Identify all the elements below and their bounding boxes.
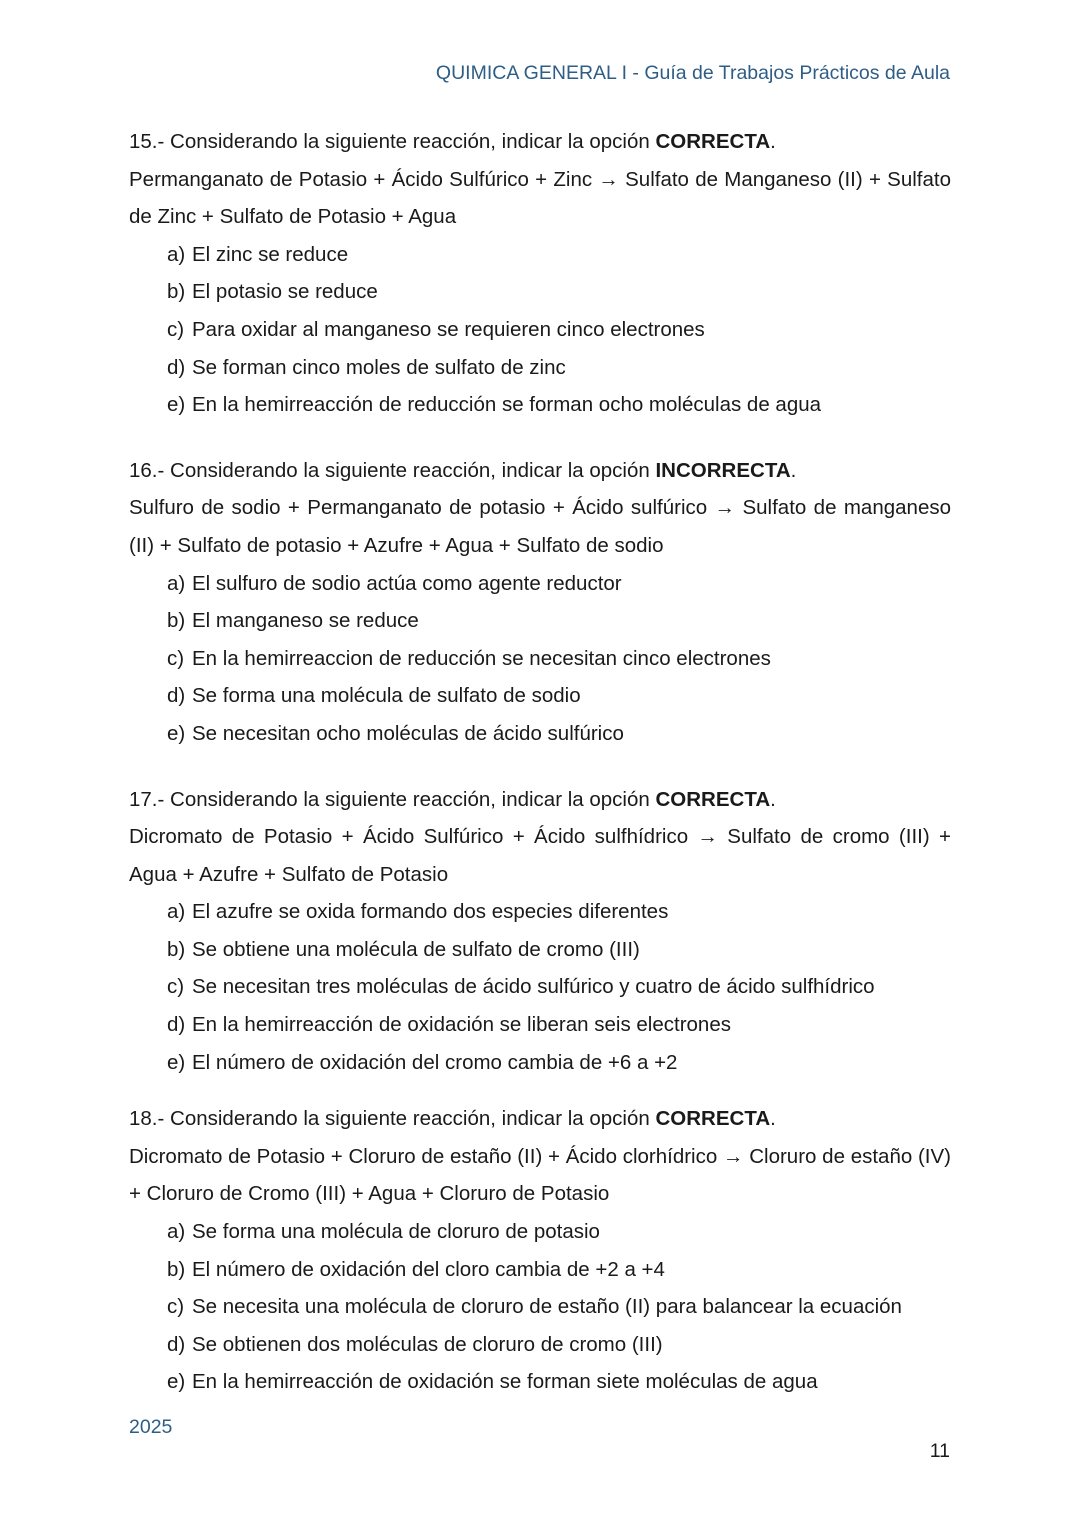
- option-d: [167, 1006, 951, 1044]
- option-letter: c): [167, 317, 185, 341]
- stem-period: .: [770, 787, 776, 811]
- option-text: El número de oxidación del cromo cambia de +6 a +2: [192, 1050, 678, 1074]
- option-text: El azufre se oxida formando dos especies diferentes: [192, 900, 669, 924]
- option-d: [167, 349, 951, 387]
- option-letter: e): [167, 1050, 186, 1074]
- option-c: [167, 640, 951, 678]
- option-text: El número de oxidación del cloro cambia de +2 a +4: [192, 1257, 665, 1281]
- option-letter: d): [167, 1332, 186, 1356]
- option-letter: c): [167, 975, 185, 999]
- stem-period: .: [790, 458, 797, 482]
- options-list: [129, 893, 951, 1081]
- reaction-equation: Dicromato de Potasio + Cloruro de estaño (II) + Ácido clorhídrico → Cloruro de estaño (IV) + Cloruro de Cromo (III) + Agua + Cloruro de Potasio: [129, 1144, 951, 1206]
- option-e: [167, 715, 951, 753]
- question-16: [129, 452, 951, 753]
- option-b: [167, 1251, 951, 1289]
- option-a: [167, 1213, 951, 1251]
- option-letter: e): [167, 721, 186, 745]
- option-letter: d): [167, 1013, 186, 1037]
- option-letter: e): [167, 393, 186, 417]
- option-b: [167, 273, 951, 311]
- option-text: Se necesita una molécula de cloruro de estaño (II) para balancear la ecuación: [192, 1295, 902, 1319]
- option-text: En la hemirreaccion de reducción se necesitan cinco electrones: [192, 646, 771, 670]
- option-letter: e): [167, 1370, 186, 1394]
- option-text: El potasio se reduce: [192, 280, 378, 304]
- option-e: [167, 1363, 951, 1401]
- option-letter: a): [167, 242, 186, 266]
- stem-period: .: [770, 1107, 776, 1131]
- option-c: [167, 968, 951, 1006]
- stem-keyword: CORRECTA: [655, 130, 771, 153]
- option-text: En la hemirreacción de oxidación se forman siete moléculas de agua: [192, 1370, 818, 1394]
- reaction-equation: Permanganato de Potasio + Ácido Sulfúrico + Zinc → Sulfato de Manganeso (II) + Sulfato de Zinc + Sulfato de Potasio + Agua: [129, 167, 951, 229]
- option-text: Para oxidar al manganeso se requieren cinco electrones: [192, 317, 705, 341]
- option-letter: d): [167, 355, 186, 379]
- question-stem: [129, 1100, 951, 1138]
- options-list: [129, 1213, 951, 1401]
- option-text: En la hemirreacción de reducción se forman ocho moléculas de agua: [192, 393, 822, 417]
- option-letter: b): [167, 609, 186, 633]
- stem-text: 17.- Considerando la siguiente reacción, indicar la opción: [129, 787, 656, 811]
- stem-keyword: CORRECTA: [655, 1107, 771, 1131]
- option-e: [167, 386, 951, 424]
- question-stem: [129, 123, 951, 161]
- option-text: Se necesitan tres moléculas de ácido sulfúrico y cuatro de ácido sulfhídrico: [192, 975, 875, 999]
- question-18: [129, 1100, 951, 1401]
- stem-keyword: INCORRECTA: [655, 458, 791, 482]
- option-letter: d): [167, 684, 186, 708]
- stem-period: .: [770, 130, 776, 153]
- option-letter: a): [167, 1220, 186, 1244]
- option-c: [167, 1288, 951, 1326]
- question-15: [129, 123, 951, 424]
- option-letter: c): [167, 1295, 185, 1319]
- footer-year: 2025: [129, 1416, 173, 1438]
- stem-text: 15.- Considerando la siguiente reacción, indicar la opción: [129, 130, 656, 153]
- options-list: [129, 565, 951, 753]
- stem-keyword: CORRECTA: [655, 787, 771, 811]
- question-17: [129, 781, 951, 1082]
- questions-container: [129, 123, 951, 1401]
- option-text: Se forman cinco moles de sulfato de zinc: [192, 355, 566, 379]
- option-letter: a): [167, 571, 186, 595]
- option-e: [167, 1044, 951, 1082]
- option-b: [167, 931, 951, 969]
- option-text: Se forma una molécula de cloruro de potasio: [192, 1220, 600, 1244]
- option-d: [167, 1326, 951, 1364]
- option-d: [167, 677, 951, 715]
- option-a: [167, 236, 951, 274]
- reaction-equation: Sulfuro de sodio + Permanganato de potasio + Ácido sulfúrico → Sulfato de manganeso (II) + Sulfato de potasio + Azufre + Agua + Sulfato de sodio: [129, 496, 951, 557]
- option-b: [167, 602, 951, 640]
- reaction-equation: Dicromato de Potasio + Ácido Sulfúrico + Ácido sulfhídrico → Sulfato de cromo (III) + Agua + Azufre + Sulfato de Potasio: [129, 825, 951, 886]
- question-stem: [129, 452, 951, 490]
- option-letter: a): [167, 900, 186, 924]
- stem-text: 16.- Considerando la siguiente reacción, indicar la opción: [129, 458, 656, 482]
- option-letter: c): [167, 646, 185, 670]
- stem-text: 18.- Considerando la siguiente reacción, indicar la opción: [129, 1107, 656, 1131]
- option-text: Se obtiene una molécula de sulfato de cromo (III): [192, 937, 640, 961]
- options-list: [129, 236, 951, 424]
- option-text: El sulfuro de sodio actúa como agente reductor: [192, 571, 622, 595]
- option-a: [167, 565, 951, 603]
- question-stem: [129, 781, 951, 819]
- option-text: El zinc se reduce: [192, 242, 349, 266]
- option-text: Se obtienen dos moléculas de cloruro de cromo (III): [192, 1332, 663, 1356]
- option-letter: b): [167, 937, 186, 961]
- option-c: [167, 311, 951, 349]
- option-a: [167, 893, 951, 931]
- option-text: Se necesitan ocho moléculas de ácido sulfúrico: [192, 721, 624, 745]
- page-number: 11: [929, 1440, 950, 1462]
- option-text: El manganeso se reduce: [192, 609, 419, 633]
- option-text: En la hemirreacción de oxidación se liberan seis electrones: [192, 1013, 731, 1037]
- option-text: Se forma una molécula de sulfato de sodio: [192, 684, 581, 708]
- option-letter: b): [167, 1257, 186, 1281]
- option-letter: b): [167, 280, 186, 304]
- page-header-title: QUIMICA GENERAL I - Guía de Trabajos Prácticos de Aula: [435, 62, 950, 84]
